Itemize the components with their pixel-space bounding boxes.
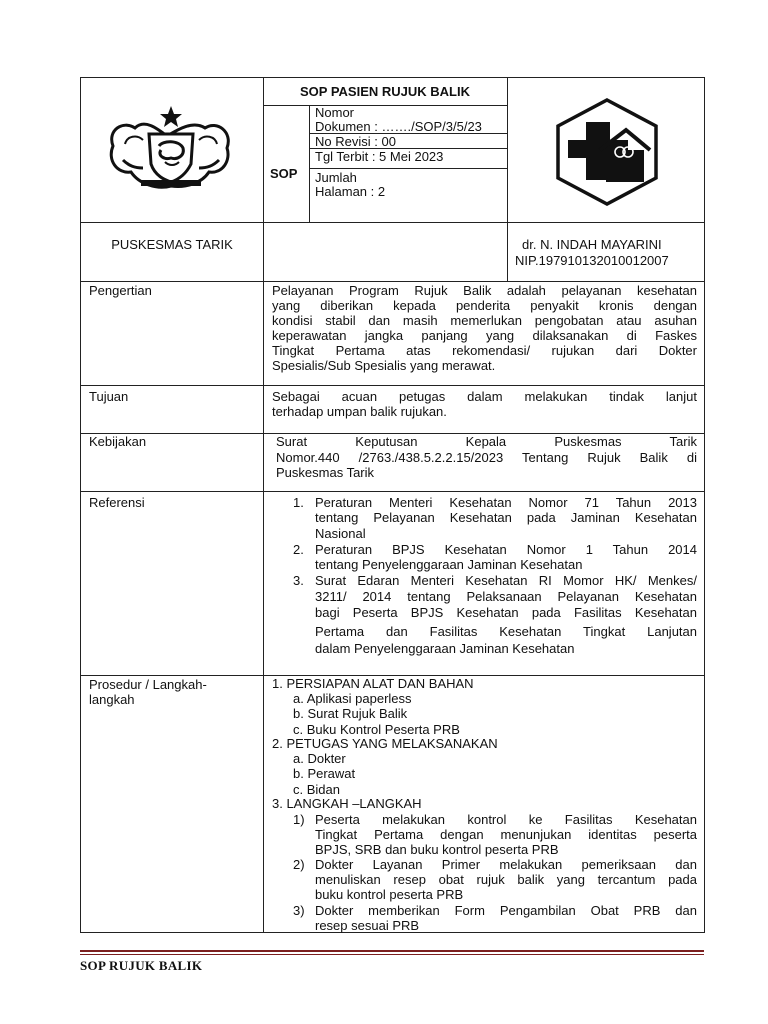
referensi-line: Peraturan Menteri Kesehatan Nomor 71 Tahun 2013 (315, 495, 697, 510)
referensi-line: tentang Pelayanan Kesehatan pada Jaminan Kesehatan (315, 510, 697, 525)
referensi-line: dalam Penyelenggaraan Jaminan Kesehatan (315, 641, 575, 656)
nomor-label: Nomor (315, 105, 355, 120)
prosedur-item: a. Dokter (293, 751, 346, 766)
step-line: BPJS, SRB dan buku kontrol peserta PRB (315, 842, 559, 857)
step-line: Dokter Layanan Primer melakukan pemeriksaan dan (315, 857, 697, 872)
page-count: Halaman : 2 (315, 184, 386, 199)
footer-rule (80, 950, 704, 952)
prosedur-item: c. Bidan (293, 782, 340, 797)
pengertian-line: Spesialis/Sub Spesialis yang merawat. (272, 358, 496, 373)
regional-emblem-logo (105, 100, 237, 198)
pengertian-line: yang diberikan kepada penderita penyakit kronis dengan (272, 298, 697, 313)
step-line: Peserta melakukan kontrol ke Fasilitas Kesehatan (315, 812, 697, 827)
step-number: 2) (293, 857, 305, 872)
kebijakan-line: Puskesmas Tarik (276, 465, 375, 480)
tujuan-line: terhadap umpan balik rujukan. (272, 404, 447, 419)
pengertian-line: keperawatan jangka panjang yang dilaksanakan di Faskes (272, 328, 697, 343)
revision-number: No Revisi : 00 (315, 134, 396, 149)
kebijakan-label: Kebijakan (89, 434, 147, 449)
signature-row (80, 222, 705, 282)
prosedur-item: b. Perawat (293, 766, 356, 781)
step-line: Dokter memberikan Form Pengambilan Obat PRB dan (315, 903, 697, 918)
referensi-line: 3211/ 2014 tentang Pelaksanaan Pelayanan Kesehatan (315, 589, 697, 604)
footer-title: SOP RUJUK BALIK (80, 958, 203, 973)
prosedur-label: Prosedur / Langkah- (89, 677, 207, 692)
pengertian-line: Tingkat Pertama atas rekomendasi/ rujukan dari Dokter (272, 343, 697, 358)
prosedur-heading: 1. PERSIAPAN ALAT DAN BAHAN (272, 676, 474, 691)
sop-title: SOP PASIEN RUJUK BALIK (300, 84, 470, 99)
prosedur-item: a. Aplikasi paperless (293, 691, 412, 706)
referensi-label: Referensi (89, 495, 145, 510)
referensi-number: 1. (293, 495, 304, 510)
pengertian-line: kondisi stabil dan masih memerlukan pengobatan atau asuhan (272, 313, 697, 328)
prosedur-heading: 3. LANGKAH –LANGKAH (272, 796, 422, 811)
dokumen-number: Dokumen : ……./SOP/3/5/23 (315, 119, 482, 134)
sop-label: SOP (270, 166, 298, 181)
puskesmas-name: PUSKESMAS TARIK (111, 237, 233, 252)
step-line: resep sesuai PRB (315, 918, 420, 933)
step-number: 1) (293, 812, 305, 827)
footer-rule (80, 954, 704, 955)
signer-name: dr. N. INDAH MAYARINI (522, 237, 662, 252)
kebijakan-line: Nomor.440 /2763./438.5.2.2.15/2023 Tentang Rujuk Balik di (276, 450, 697, 465)
pengertian-label: Pengertian (89, 283, 152, 298)
referensi-line: Peraturan BPJS Kesehatan Nomor 1 Tahun 2014 (315, 542, 697, 557)
step-number: 3) (293, 903, 305, 918)
step-line: menuliskan resep obat rujuk balik yang tercantum pada (315, 872, 697, 887)
step-line: buku kontrol peserta PRB (315, 887, 464, 902)
referensi-line: bagi Peserta BPJS Kesehatan pada Fasilitas Kesehatan (315, 605, 697, 620)
pengertian-line: Pelayanan Program Rujuk Balik adalah pelayanan kesehatan (272, 283, 697, 298)
kebijakan-line: Surat Keputusan Kepala Puskesmas Tarik (276, 434, 697, 449)
issue-date: Tgl Terbit : 5 Mei 2023 (315, 149, 444, 164)
referensi-number: 2. (293, 542, 304, 557)
tujuan-label: Tujuan (89, 389, 129, 404)
tujuan-line: Sebagai acuan petugas dalam melakukan tindak lanjut (272, 389, 697, 404)
prosedur-heading: 2. PETUGAS YANG MELAKSANAKAN (272, 736, 498, 751)
prosedur-item: b. Surat Rujuk Balik (293, 706, 408, 721)
referensi-line: Nasional (315, 526, 366, 541)
referensi-line: Pertama dan Fasilitas Kesehatan Tingkat Lanjutan (315, 624, 697, 639)
prosedur-item: c. Buku Kontrol Peserta PRB (293, 722, 460, 737)
referensi-line: Surat Edaran Menteri Kesehatan RI Momor HK/ Menkes/ (315, 573, 697, 588)
referensi-line: tentang Penyelenggaraan Jaminan Kesehatan (315, 557, 583, 572)
referensi-number: 3. (293, 573, 304, 588)
step-line: Tingkat Pertama dengan menunjukan identitas peserta (315, 827, 697, 842)
signer-nip: NIP.197910132010012007 (515, 253, 669, 268)
jumlah-label: Jumlah (315, 170, 357, 185)
puskesmas-hexagon-cross-logo (552, 96, 662, 206)
prosedur-label: langkah (89, 692, 135, 707)
